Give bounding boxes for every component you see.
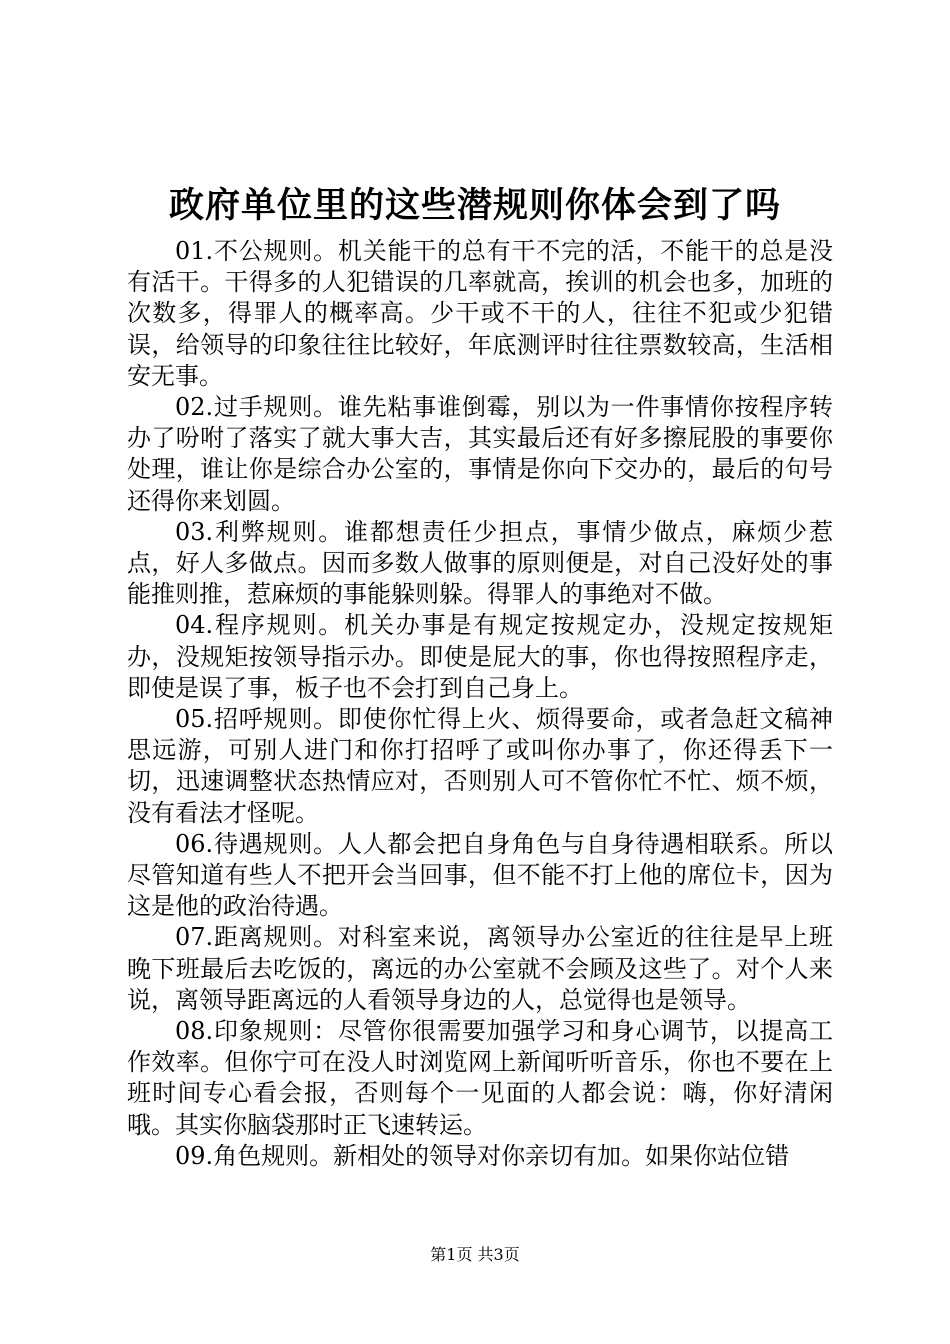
- document-body: [127, 236, 833, 1172]
- paragraph-rule-05: 05.招呼规则。即使你忙得上火、烦得要命，或者急赶文稿神思远游，可别人进门和你打招呼了或叫你办事了，你还得丢下一切，迅速调整状态热情应对，否则别人可不管你忙不忙、烦不烦，没有看法才怪呢。: [127, 705, 833, 827]
- paragraph-rule-06: 06.待遇规则。人人都会把自身角色与自身待遇相联系。所以尽管知道有些人不把开会当回事，但不能不打上他的席位卡，因为这是他的政治待遇。: [127, 829, 833, 921]
- paragraph-rule-07: 07.距离规则。对科室来说，离领导办公室近的往往是早上班晚下班最后去吃饭的，离远的办公室就不会顾及这些了。对个人来说，离领导距离远的人看领导身边的人，总觉得也是领导。: [127, 923, 833, 1014]
- paragraph-rule-01: 01.不公规则。机关能干的总有干不完的活，不能干的总是没有活干。干得多的人犯错误的几率就高，挨训的机会也多，加班的次数多，得罪人的概率高。少干或不干的人，往往不犯或少犯错误，给领导的印象往往比较好，年底测评时往往票数较高，生活相安无事。: [127, 237, 833, 390]
- document-title: 政府单位里的这些潜规则你体会到了吗: [168, 185, 781, 226]
- page-footer: 第1页 共3页: [430, 1245, 520, 1264]
- paragraph-rule-03: 03.利弊规则。谁都想责任少担点，事情少做点，麻烦少惹点，好人多做点。因而多数人做事的原则便是，对自己没好处的事能推则推，惹麻烦的事能躲则躲。得罪人的事绝对不做。: [127, 517, 833, 609]
- paragraph-rule-04: 04.程序规则。机关办事是有规定按规定办，没规定按规矩办，没规矩按领导指示办。即使是屁大的事，你也得按照程序走，即使是误了事，板子也不会打到自己身上。: [127, 611, 833, 702]
- paragraph-rule-02: 02.过手规则。谁先粘事谁倒霉，别以为一件事情你按程序转办了吩咐了落实了就大事大吉，其实最后还有好多擦屁股的事要你处理，谁让你是综合办公室的，事情是你向下交办的，最后的句号还得你来划圆。: [127, 393, 833, 515]
- paragraph-rule-09: 09.角色规则。新相处的领导对你亲切有加。如果你站位错: [175, 1141, 790, 1170]
- paragraph-rule-08: 08.印象规则：尽管你很需要加强学习和身心调节，以提高工作效率。但你宁可在没人时浏览网上新闻听听音乐，你也不要在上班时间专心看会报，否则每个一见面的人都会说：嗨，你好清闲哦。其实你脑袋那时正飞速转运。: [127, 1017, 833, 1139]
